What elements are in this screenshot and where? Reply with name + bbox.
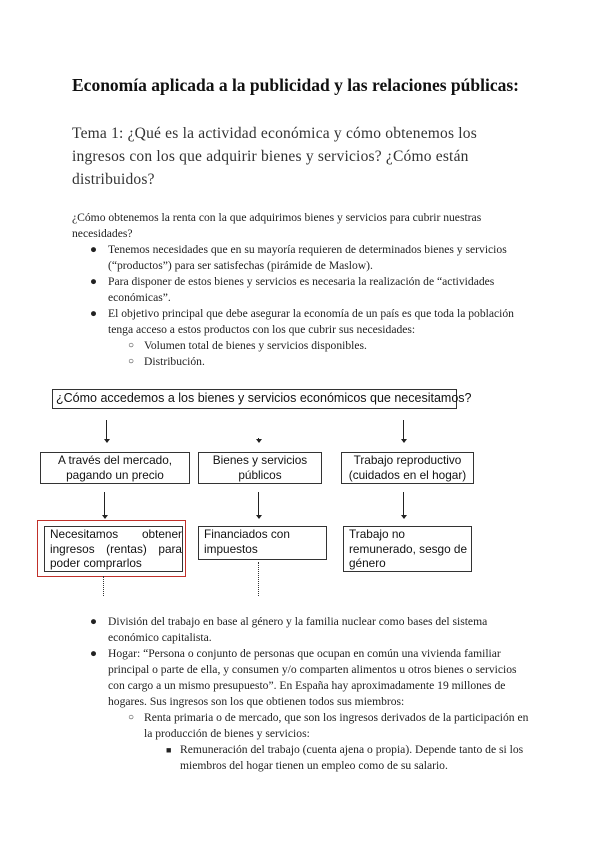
arrow-icon [106,420,107,442]
square-bullet-icon: ■ [166,745,172,755]
list-item: ● El objetivo principal que debe asegurar la economía de un país es que toda la población tenga acceso a estos productos con los que cubrir sus necesidades: [90,307,514,336]
arrow-icon [403,492,404,518]
arrow-icon [403,420,404,442]
arrow-icon [258,438,259,442]
box-reproductive-work: Trabajo reproductivo (cuidados en el hogar) [341,452,474,484]
list-item: ○ Distribución. [128,355,205,368]
section-2 [72,614,532,774]
list-item: ● Para disponer de estos bienes y servicios es necesaria la realización de “actividades económicas”. [90,275,495,304]
box-unpaid-work: Trabajo no remunerado, sesgo de género [343,526,472,572]
bullet-list [72,242,532,338]
hollow-bullet-icon: ○ [128,340,135,351]
bullet-icon: ● [90,307,98,320]
dotted-connector [103,576,104,596]
sub-bullet-list [72,710,532,742]
arrow-icon [258,492,259,518]
arrow-icon [104,492,105,518]
list-item: ■ Remuneración del trabajo (cuenta ajena o propia). Depende tanto de si los miembros del hogar tienen un empleo como de su salario. [166,743,524,772]
list-item: ● Hogar: “Persona o conjunto de personas que ocupan en común una vivienda familiar principal o parte de ella, y consumen y/o comparten alimentos u otros bienes o servicios con cargo a un mismo presupuesto”. En España hay aproximadamente 19 millones de hogares. Sus ingresos son los que obtienen todos sus miembros: [90,647,517,708]
section-1 [72,210,532,370]
bullet-icon: ● [90,275,98,288]
sub-bullet-list [72,338,532,370]
hollow-bullet-icon: ○ [128,356,135,367]
bullet-icon: ● [90,243,98,256]
list-item: ● Tenemos necesidades que en su mayoría requieren de determinados bienes y servicios (“productos”) para ser satisfechas (pirámide de Maslow). [90,243,507,272]
bullet-icon: ● [90,647,98,660]
list-item: ● División del trabajo en base al género y la familia nuclear como bases del sistema económico capitalista. [90,615,488,644]
box-market: A través del mercado, pagando un precio [40,452,190,484]
diagram-question: ¿Cómo accedemos a los bienes y servicios económicos que necesitamos? [52,389,457,409]
list-item: ○ Volumen total de bienes y servicios disponibles. [128,339,367,352]
box-taxes: Financiados con impuestos [198,526,327,560]
sub-sub-bullet-list [72,742,532,774]
list-item: ○ Renta primaria o de mercado, que son los ingresos derivados de la participación en la producción de bienes y servicios: [128,711,529,740]
hollow-bullet-icon: ○ [128,712,135,723]
tema-heading: Tema 1: ¿Qué es la actividad económica y cómo obtenemos los ingresos con los que adquirir bienes y servicios? ¿Cómo están distribuidos? [72,125,477,188]
box-income: Necesitamos obtener ingresos (rentas) para poder comprarlos [44,526,183,572]
box-public-goods: Bienes y servicios públicos [198,452,322,484]
bullet-list [72,614,532,710]
page-title: Economía aplicada a la publicidad y las relaciones públicas: [72,75,519,95]
bullet-icon: ● [90,615,98,628]
section-question: ¿Cómo obtenemos la renta con la que adquirimos bienes y servicios para cubrir nuestras necesidades? [72,211,482,240]
dotted-connector [258,562,259,596]
